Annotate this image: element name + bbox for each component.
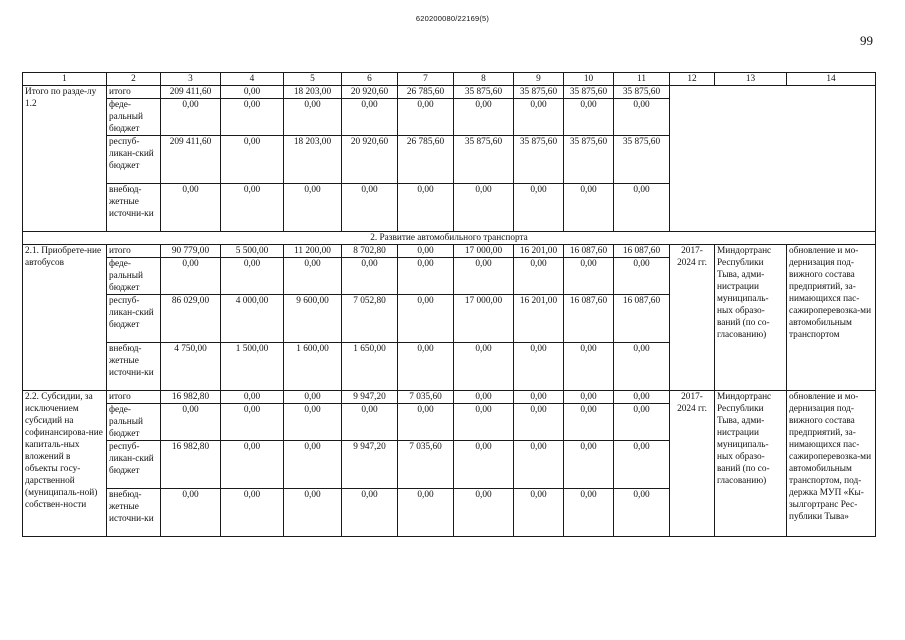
table-cell: 0,00 xyxy=(564,258,614,295)
item-executor: Миндортранс Республики Тыва, адми-нистрации муниципаль-ных образо-ваний (по со-гласованию) xyxy=(715,245,787,391)
empty-cell xyxy=(670,86,876,232)
table-cell: 0,00 xyxy=(398,343,454,391)
table-cell: 209 411,60 xyxy=(161,86,221,99)
table-cell: 0,00 xyxy=(221,184,284,232)
column-number-row xyxy=(23,73,876,86)
table-cell: 9 947,20 xyxy=(342,391,398,404)
table-cell: 209 411,60 xyxy=(161,136,221,184)
table-cell: 0,00 xyxy=(161,258,221,295)
table-cell: 0,00 xyxy=(161,99,221,136)
table-cell: 7 052,80 xyxy=(342,295,398,343)
table-cell: 35 875,60 xyxy=(514,86,564,99)
table-cell: 0,00 xyxy=(221,441,284,489)
table-cell: 16 201,00 xyxy=(514,245,564,258)
table-cell: 0,00 xyxy=(284,404,342,441)
column-header: 14 xyxy=(787,73,876,86)
table-cell: 90 779,00 xyxy=(161,245,221,258)
table-cell: 18 203,00 xyxy=(284,86,342,99)
column-header: 6 xyxy=(342,73,398,86)
document-id: 620200080/22169(5) xyxy=(415,14,490,23)
table-cell: 0,00 xyxy=(398,258,454,295)
table-cell: 0,00 xyxy=(514,184,564,232)
table-cell: 0,00 xyxy=(221,391,284,404)
table-row xyxy=(23,245,876,258)
table-cell: 20 920,60 xyxy=(342,136,398,184)
table-cell: 0,00 xyxy=(564,343,614,391)
item-period: 2017-2024 гг. xyxy=(670,391,715,537)
table-cell: 0,00 xyxy=(454,441,514,489)
table-cell: 8 702,80 xyxy=(342,245,398,258)
table-cell: 0,00 xyxy=(342,258,398,295)
funding-type: внебюд-жетные источни-ки xyxy=(107,184,161,232)
table-cell: 16 982,80 xyxy=(161,391,221,404)
table-cell: 11 200,00 xyxy=(284,245,342,258)
table-cell: 0,00 xyxy=(454,489,514,537)
table-cell: 35 875,60 xyxy=(614,86,670,99)
item-period: 2017-2024 гг. xyxy=(670,245,715,391)
table-cell: 0,00 xyxy=(221,86,284,99)
table-cell: 0,00 xyxy=(398,404,454,441)
section-header-row xyxy=(23,232,876,245)
table-cell: 0,00 xyxy=(564,404,614,441)
table-cell: 0,00 xyxy=(284,489,342,537)
column-header: 2 xyxy=(107,73,161,86)
table-cell: 0,00 xyxy=(614,489,670,537)
table-cell: 0,00 xyxy=(284,391,342,404)
funding-type: феде-ральный бюджет xyxy=(107,258,161,295)
table-cell: 35 875,60 xyxy=(454,86,514,99)
table-cell: 0,00 xyxy=(342,489,398,537)
table-cell: 0,00 xyxy=(614,258,670,295)
table-cell: 0,00 xyxy=(454,391,514,404)
table-cell: 0,00 xyxy=(564,391,614,404)
table-cell: 0,00 xyxy=(454,258,514,295)
table-cell: 7 035,60 xyxy=(398,391,454,404)
funding-type: итого xyxy=(107,391,161,404)
column-header: 4 xyxy=(221,73,284,86)
table-cell: 17 000,00 xyxy=(454,245,514,258)
section-header: 2. Развитие автомобильного транспорта xyxy=(23,232,876,245)
table-cell: 0,00 xyxy=(398,489,454,537)
item-label: 2.2. Субсидии, за исключением субсидий на софинансирова-ние капиталь-ных вложений в объекты госу-дарственной (муниципаль-ной) собствен-ности xyxy=(23,391,107,537)
item-label: 2.1. Приобрете-ние автобусов xyxy=(23,245,107,391)
table-cell: 0,00 xyxy=(614,99,670,136)
table-cell: 0,00 xyxy=(342,184,398,232)
table-cell: 7 035,60 xyxy=(398,441,454,489)
item-executor: Миндортранс Республики Тыва, адми-нистрации муниципаль-ных образо-ваний (по со-гласованию) xyxy=(715,391,787,537)
table-cell: 0,00 xyxy=(284,99,342,136)
table-cell: 4 750,00 xyxy=(161,343,221,391)
table-cell: 0,00 xyxy=(514,99,564,136)
table-cell: 35 875,60 xyxy=(614,136,670,184)
table-cell: 16 087,60 xyxy=(614,245,670,258)
table-cell: 9 600,00 xyxy=(284,295,342,343)
table-cell: 0,00 xyxy=(221,99,284,136)
column-header: 8 xyxy=(454,73,514,86)
table-cell: 0,00 xyxy=(564,489,614,537)
item-result: обновление и мо-дернизация под-вижного состава предприятий, за-нимающихся пас-сажироперевозка-ми автомобильным транспортом xyxy=(787,245,876,391)
column-header: 5 xyxy=(284,73,342,86)
table-row xyxy=(23,391,876,404)
table-cell: 0,00 xyxy=(398,99,454,136)
table-cell: 17 000,00 xyxy=(454,295,514,343)
table-cell: 16 087,60 xyxy=(614,295,670,343)
funding-type: внебюд-жетные источни-ки xyxy=(107,343,161,391)
table-cell: 0,00 xyxy=(342,99,398,136)
table-cell: 0,00 xyxy=(614,343,670,391)
table-cell: 26 785,60 xyxy=(398,86,454,99)
funding-type: феде-ральный бюджет xyxy=(107,99,161,136)
table-cell: 35 875,60 xyxy=(454,136,514,184)
table-cell: 0,00 xyxy=(514,489,564,537)
table-cell: 1 600,00 xyxy=(284,343,342,391)
column-header: 1 xyxy=(23,73,107,86)
table-cell: 1 650,00 xyxy=(342,343,398,391)
page-number: 99 xyxy=(860,33,873,48)
table-cell: 0,00 xyxy=(614,404,670,441)
table-cell: 1 500,00 xyxy=(221,343,284,391)
table-row xyxy=(23,86,876,99)
table-cell: 0,00 xyxy=(564,184,614,232)
table-cell: 35 875,60 xyxy=(514,136,564,184)
table-cell: 35 875,60 xyxy=(564,86,614,99)
table-cell: 35 875,60 xyxy=(564,136,614,184)
table-cell: 0,00 xyxy=(514,343,564,391)
table-cell: 0,00 xyxy=(398,184,454,232)
table-cell: 0,00 xyxy=(514,404,564,441)
funding-type: внебюд-жетные источни-ки xyxy=(107,489,161,537)
column-header: 13 xyxy=(715,73,787,86)
funding-type: итого xyxy=(107,245,161,258)
section-total-label: Итого по разде-лу 1.2 xyxy=(23,86,107,232)
column-header: 12 xyxy=(670,73,715,86)
table-cell: 0,00 xyxy=(161,184,221,232)
item-result: обновление и мо-дернизация под-вижного состава предприятий, за-нимающихся пас-сажироперевозка-ми автомобильным транспортом, под-держка МУП «Кы-зылгортранс Рес-публики Тыва» xyxy=(787,391,876,537)
table-cell: 0,00 xyxy=(454,99,514,136)
column-header: 7 xyxy=(398,73,454,86)
table-cell: 26 785,60 xyxy=(398,136,454,184)
funding-type: респуб-ликан-ский бюджет xyxy=(107,295,161,343)
table-cell: 0,00 xyxy=(284,184,342,232)
table-cell: 16 982,80 xyxy=(161,441,221,489)
budget-table xyxy=(22,72,876,537)
table-cell: 5 500,00 xyxy=(221,245,284,258)
table-cell: 0,00 xyxy=(161,404,221,441)
table-cell: 0,00 xyxy=(161,489,221,537)
table-cell: 0,00 xyxy=(398,245,454,258)
table-cell: 0,00 xyxy=(342,404,398,441)
table-cell: 0,00 xyxy=(454,343,514,391)
funding-type: респуб-ликан-ский бюджет xyxy=(107,136,161,184)
table-cell: 16 087,60 xyxy=(564,295,614,343)
funding-type: феде-ральный бюджет xyxy=(107,404,161,441)
column-header: 10 xyxy=(564,73,614,86)
table-cell: 16 087,60 xyxy=(564,245,614,258)
table-cell: 86 029,00 xyxy=(161,295,221,343)
table-cell: 0,00 xyxy=(221,136,284,184)
table-cell: 0,00 xyxy=(221,258,284,295)
table-cell: 0,00 xyxy=(514,391,564,404)
table-cell: 20 920,60 xyxy=(342,86,398,99)
table-cell: 0,00 xyxy=(514,441,564,489)
table-cell: 0,00 xyxy=(614,184,670,232)
table-cell: 0,00 xyxy=(564,441,614,489)
table-cell: 0,00 xyxy=(284,441,342,489)
table-cell: 9 947,20 xyxy=(342,441,398,489)
table-cell: 0,00 xyxy=(564,99,614,136)
table-cell: 0,00 xyxy=(614,441,670,489)
table-cell: 4 000,00 xyxy=(221,295,284,343)
table-cell: 0,00 xyxy=(221,489,284,537)
table-cell: 0,00 xyxy=(221,404,284,441)
table-cell: 16 201,00 xyxy=(514,295,564,343)
table-cell: 0,00 xyxy=(284,258,342,295)
funding-type: итого xyxy=(107,86,161,99)
table-cell: 0,00 xyxy=(614,391,670,404)
column-header: 9 xyxy=(514,73,564,86)
funding-type: респуб-ликан-ский бюджет xyxy=(107,441,161,489)
table-cell: 0,00 xyxy=(454,404,514,441)
table-cell: 0,00 xyxy=(514,258,564,295)
table-cell: 18 203,00 xyxy=(284,136,342,184)
table-cell: 0,00 xyxy=(454,184,514,232)
column-header: 3 xyxy=(161,73,221,86)
table-cell: 0,00 xyxy=(398,295,454,343)
column-header: 11 xyxy=(614,73,670,86)
